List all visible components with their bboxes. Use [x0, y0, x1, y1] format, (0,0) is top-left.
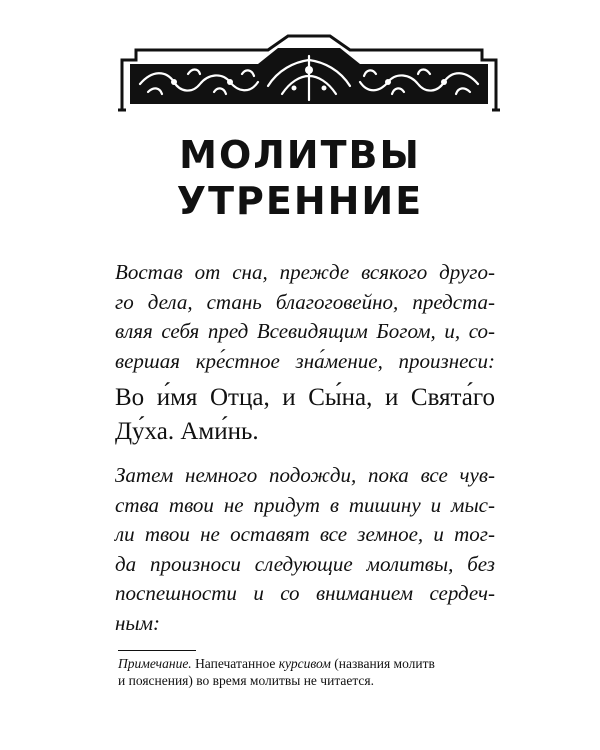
title-line-2: УТРЕННИЕ — [176, 179, 424, 223]
instruction-paragraph-1 — [115, 258, 495, 376]
footnote-divider — [118, 650, 196, 651]
title-line-1: МОЛИТВЫ — [179, 133, 421, 177]
footnote-line-2: и пояснения) во время молитвы не читается. — [118, 673, 375, 688]
text-line: ли твои не оставят все земное, и тог- — [115, 522, 495, 546]
text-line: Востав от сна, прежде всякого друго- — [115, 260, 495, 284]
text-line: Ду́ха. Ами́нь. — [115, 418, 259, 445]
footnote-text: Напечатанное — [191, 656, 279, 671]
footnote-line-1 — [118, 655, 498, 672]
page-title — [0, 132, 600, 224]
footnote-label: Примечание. — [118, 656, 192, 671]
text-line: поспешности и со вниманием сердеч- — [115, 581, 495, 605]
text-line: да произноси следующие молитвы, без — [115, 551, 495, 576]
text-line: вляя себя пред Всевидящим Богом, и, со- — [115, 319, 495, 343]
text-line: вершая кре́стное зна́мение, произнеси: — [115, 348, 495, 373]
text-line: Во и́мя Отца, и Сы́на, и Свята́го — [115, 384, 495, 411]
footnote-emphasis: курсивом — [278, 656, 331, 671]
text-line: го дела, стань благоговейно, предста- — [115, 289, 495, 314]
text-line: Затем немного подожди, пока все чув- — [115, 463, 495, 487]
prayer-text — [115, 381, 495, 449]
footnote — [118, 655, 498, 689]
floral-ornament-icon — [118, 30, 500, 112]
instruction-paragraph-2 — [115, 461, 495, 638]
footnote-text: (названия молитв — [330, 656, 435, 671]
text-line: ным: — [115, 610, 161, 635]
text-line: ства твои не придут в тишину и мыс- — [115, 492, 495, 517]
